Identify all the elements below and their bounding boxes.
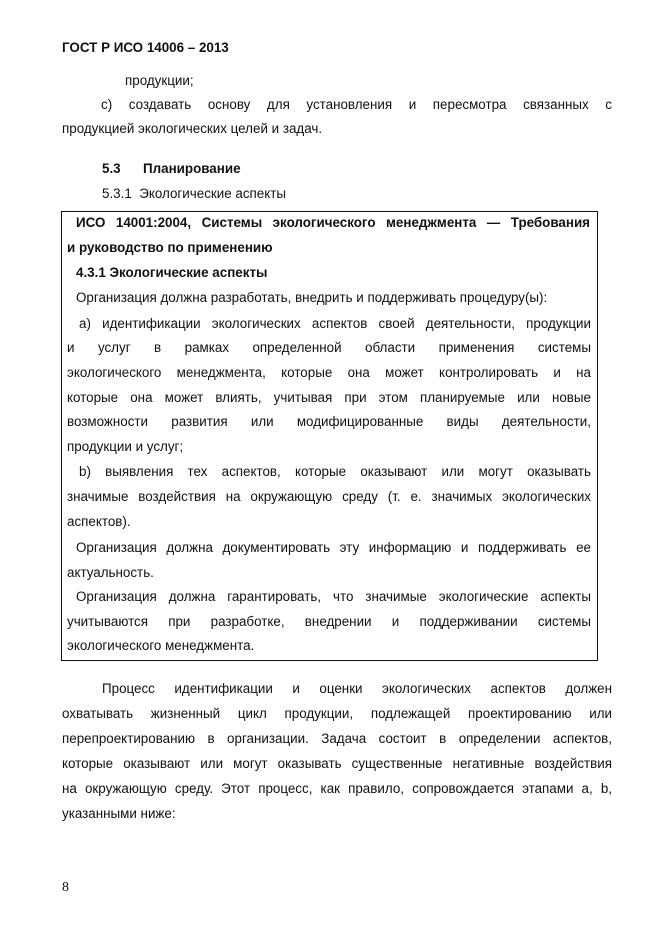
- box-item-a-line: экологического менеджмента, которые она может контролировать и на: [67, 365, 591, 380]
- box-paragraph-3-line: экологического менеджмента.: [67, 638, 255, 653]
- body-paragraph-line: которые оказывают или могут оказывать существенные негативные воздействия: [62, 756, 612, 771]
- body-paragraph-line: охватывать жизненный цикл продукции, подлежащей проектированию или: [62, 706, 612, 721]
- box-item-a-line: и услуг в рамках определенной области применения системы: [67, 340, 591, 355]
- box-item-b-line: аспектов).: [67, 514, 131, 529]
- box-clause-heading: 4.3.1 Экологические аспекты: [76, 265, 268, 280]
- box-item-a-line: продукции и услуг;: [67, 439, 184, 454]
- box-item-b-line: b) выявления тех аспектов, которые оказывают или могут оказывать: [79, 464, 591, 479]
- box-paragraph-2-line: Организация должна документировать эту информацию и поддерживать ее: [76, 540, 591, 555]
- box-item-b-line: значимые воздействия на окружающую среду (т. е. значимых экологических: [67, 489, 591, 504]
- box-item-a-line: a) идентификации экологических аспектов своей деятельности, продукции: [79, 316, 591, 331]
- body-paragraph-line: перепроектированию в организации. Задача состоит в определении аспектов,: [62, 731, 612, 746]
- box-title-line1: ИСО 14001:2004, Системы экологического менеджмента — Требования: [76, 215, 590, 230]
- box-title-line2: и руководство по применению: [67, 240, 273, 255]
- list-item-c: c) создавать основу для установления и пересмотра связанных с: [101, 97, 612, 112]
- document-header: ГОСТ Р ИСО 14006 – 2013: [62, 40, 229, 55]
- body-paragraph-line: Процесс идентификации и оценки экологических аспектов должен: [102, 681, 612, 696]
- intro-line: продукции;: [125, 73, 194, 88]
- section-title: Планирование: [143, 161, 241, 176]
- subsection-heading: 5.3.1 Экологические аспекты: [102, 186, 287, 201]
- box-paragraph-2-line: актуальность.: [67, 565, 154, 580]
- list-item-c-continuation: продукцией экологических целей и задач.: [62, 121, 323, 136]
- box-paragraph-1: Организация должна разработать, внедрить и поддерживать процедуру(ы):: [76, 290, 548, 305]
- box-paragraph-3-line: Организация должна гарантировать, что значимые экологические аспекты: [76, 589, 591, 604]
- body-paragraph-line: на окружающую среду. Этот процесс, как правило, сопровождается этапами a, b,: [62, 781, 612, 796]
- section-number: 5.3: [102, 161, 121, 176]
- page-number: 8: [62, 880, 69, 895]
- box-item-a-line: возможности развития или модифицированные виды деятельности,: [67, 414, 591, 429]
- body-paragraph-line: указанными ниже:: [62, 806, 176, 821]
- box-paragraph-3-line: учитываются при разработке, внедрении и поддерживании системы: [67, 614, 591, 629]
- box-item-a-line: которые она может влиять, учитывая при этом планируемые или новые: [67, 390, 591, 405]
